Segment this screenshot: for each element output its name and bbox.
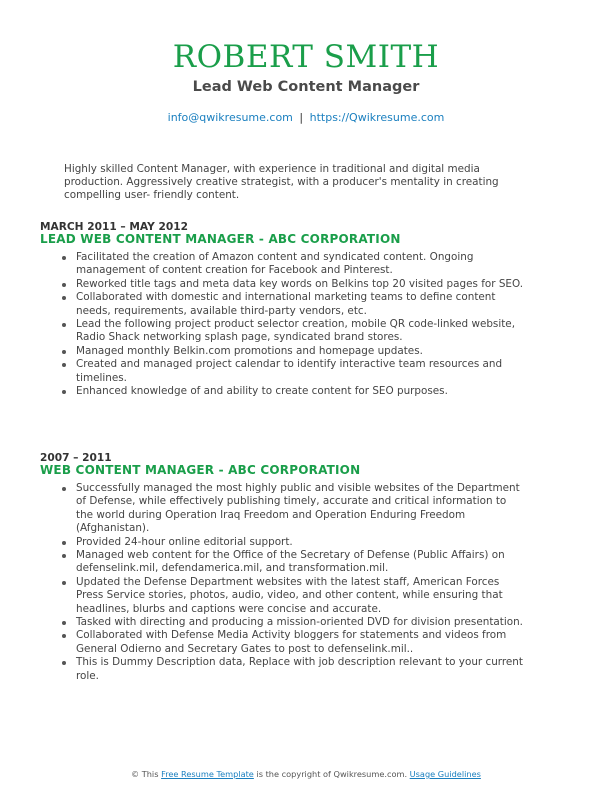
list-item: Updated the Defense Department websites with the latest staff, American Forces Press Service stories, photos, audio, video, and other content, while ensuring that headlines, blurbs and captions were concise and accurate. [76, 576, 526, 616]
job-dates: 2007 – 2011 [40, 452, 112, 464]
list-item: Managed monthly Belkin.com promotions and homepage updates. [76, 345, 526, 358]
list-item: Managed web content for the Office of the Secretary of Defense (Public Affairs) on defenselink.mil, defendamerica.mil, and transformation.mil. [76, 549, 526, 576]
list-item: Collaborated with Defense Media Activity bloggers for statements and videos from General Odierno and Secretary Gates to post to defenselink.mil.. [76, 629, 526, 656]
list-item: Reworked title tags and meta data key words on Belkins top 20 visited pages for SEO. [76, 278, 526, 291]
list-item: Provided 24-hour online editorial support. [76, 536, 526, 549]
candidate-role: Lead Web Content Manager [192, 79, 420, 95]
usage-guidelines-link[interactable]: Usage Guidelines [409, 769, 481, 779]
footer-copyright-text: is the copyright of Qwikresume.com. [256, 769, 408, 779]
job-title: WEB CONTENT MANAGER - ABC CORPORATION [40, 463, 361, 477]
job-title: LEAD WEB CONTENT MANAGER - ABC CORPORATION [40, 232, 401, 246]
footer [0, 769, 612, 780]
job-dates: MARCH 2011 – MAY 2012 [40, 221, 188, 233]
candidate-name: ROBERT SMITH [172, 39, 440, 75]
list-item: Created and managed project calendar to identify interactive team resources and timelines. [76, 358, 526, 385]
list-item: Lead the following project product selector creation, mobile QR code-linked website, Radio Shack networking splash page, syndicated brand stores. [76, 318, 526, 345]
contact-line [0, 111, 612, 125]
footer-prefix: This [141, 769, 159, 779]
job-bullets [76, 482, 526, 683]
list-item: Successfully managed the most highly public and visible websites of the Department of Defense, while effectively publishing timely, accurate and critical information to the world during Operation Iraq Freedom and Operation Enduring Freedom (Afghanistan). [76, 482, 526, 536]
list-item: This is Dummy Description data, Replace with job description relevant to your current role. [76, 656, 526, 683]
contact-separator: | [299, 111, 304, 124]
list-item: Tasked with directing and producing a mission-oriented DVD for division presentation. [76, 616, 526, 629]
list-item: Facilitated the creation of Amazon content and syndicated content. Ongoing management of content creation for Facebook and Pinterest. [76, 251, 526, 278]
list-item: Enhanced knowledge of and ability to create content for SEO purposes. [76, 385, 526, 398]
free-resume-template-link[interactable]: Free Resume Template [161, 769, 254, 779]
website-link[interactable]: https://Qwikresume.com [309, 111, 445, 124]
email-link[interactable]: info@qwikresume.com [167, 111, 293, 124]
summary-paragraph: Highly skilled Content Manager, with experience in traditional and digital media production. Aggressively creative strategist, with a producer's mentality in creating compelling user- friendly content. [64, 163, 499, 202]
copyright-icon: © [131, 770, 140, 779]
job-bullets [76, 251, 526, 398]
list-item: Collaborated with domestic and international marketing teams to define content needs, requirements, available third-party vendors, etc. [76, 291, 526, 318]
